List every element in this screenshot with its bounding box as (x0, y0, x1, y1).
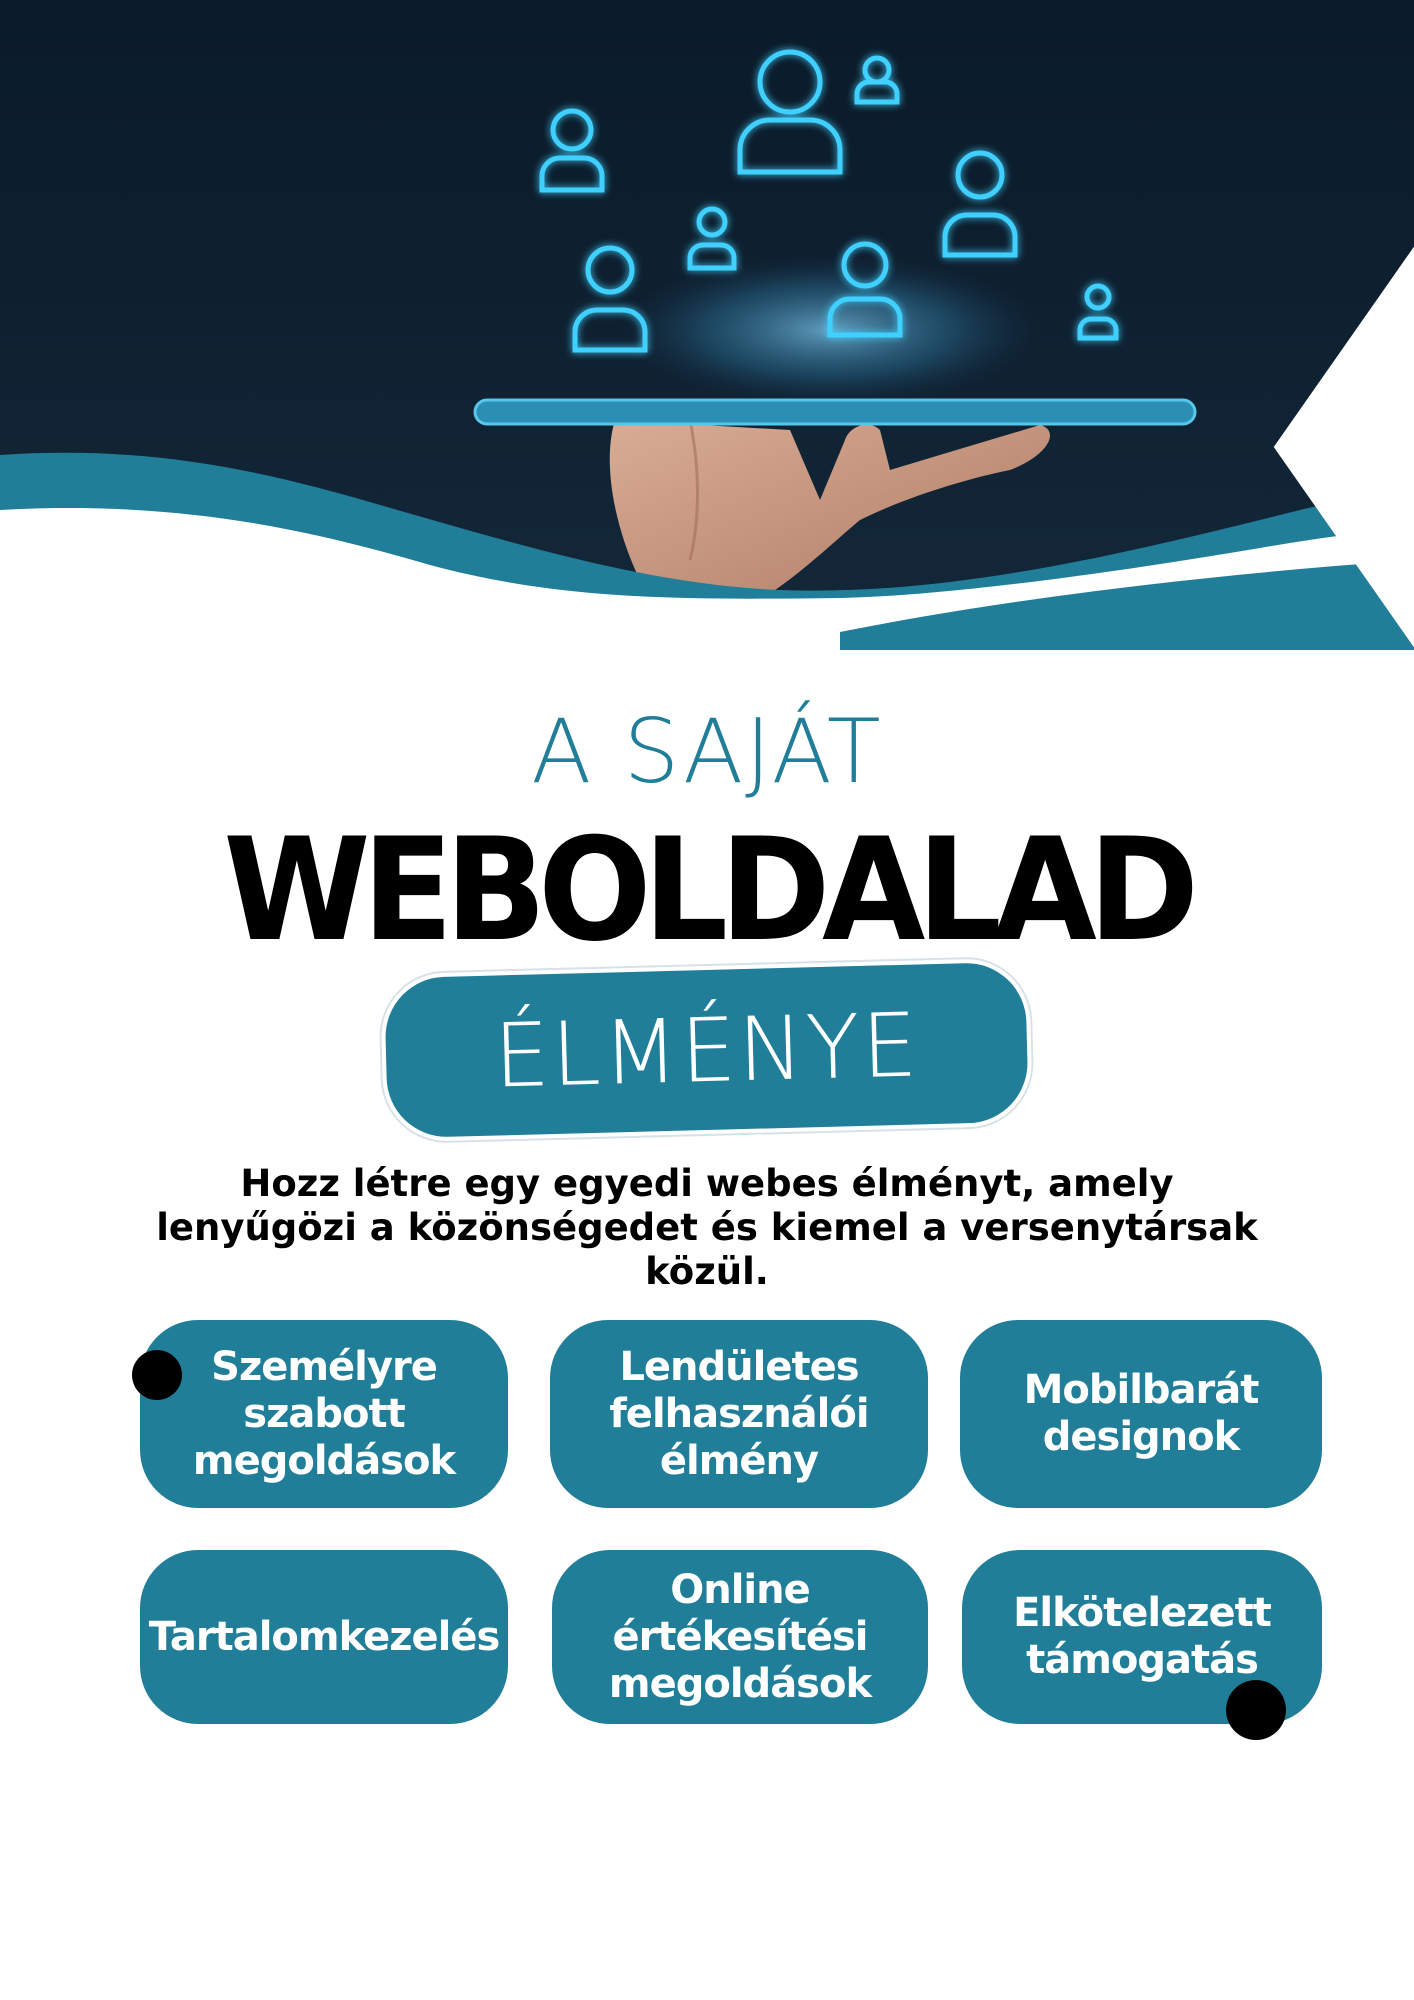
title-pill (384, 962, 1029, 1139)
feature-card: Mobilbarát designok (960, 1320, 1322, 1508)
feature-card: Lendületes felhasználói élmény (550, 1320, 928, 1508)
feature-card: Tartalomkezelés (140, 1550, 508, 1724)
decorative-dot (132, 1350, 182, 1400)
feature-card: Személyre szabott megoldások (140, 1320, 508, 1508)
title-pill-text: ÉLMÉNYE (492, 992, 921, 1108)
title-kicker: A SAJÁT (531, 700, 883, 803)
decorative-dot (1226, 1680, 1286, 1740)
hero-image (0, 0, 1414, 650)
feature-card: Elkötelezett támogatás (962, 1550, 1322, 1724)
intro-text: Hozz létre egy egyedi webes élményt, amely lenyűgözi a közönségedet és kiemel a versenytársak közül. (156, 1162, 1258, 1293)
page-title: WEBOLDALAD (223, 808, 1191, 973)
triple-chevron-logo-icon (1168, 122, 1254, 162)
feature-card: Online értékesítési megoldások (552, 1550, 928, 1724)
